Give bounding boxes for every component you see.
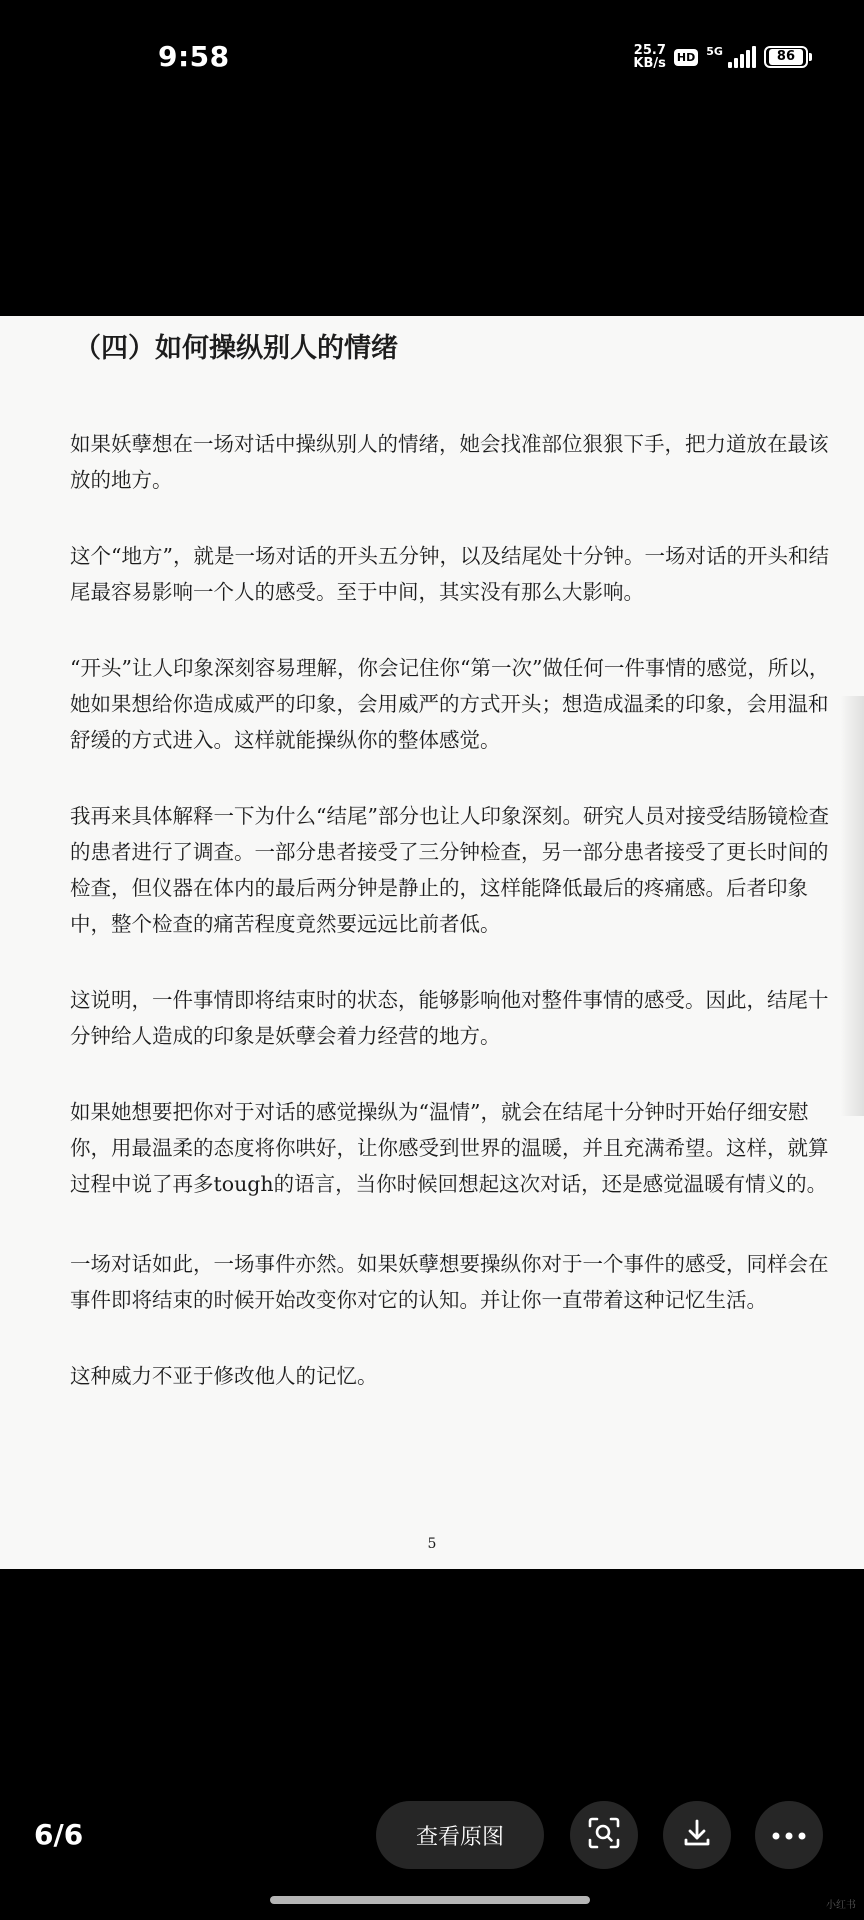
battery-level: 86 <box>769 49 803 65</box>
paragraph: 这说明，一件事情即将结束时的状态，能够影响他对整件事情的感受。因此，结尾十分钟给人造成的印象是妖孽会着力经营的地方。 <box>70 988 829 1048</box>
more-button[interactable] <box>755 1801 823 1869</box>
signal-icon <box>706 46 756 68</box>
more-icon <box>771 1826 807 1845</box>
network-speed-value: 25.7 <box>633 43 666 58</box>
battery-icon <box>764 46 812 68</box>
document-page <box>0 316 864 1569</box>
paragraph: 这个“地方”，就是一场对话的开头五分钟，以及结尾处十分钟。一场对话的开头和结尾最容易影响一个人的感受。至于中间，其实没有那么大影响。 <box>70 544 829 604</box>
hd-badge: HD <box>674 49 698 66</box>
watermark: 小红书 <box>826 1900 856 1911</box>
page-title: （四）如何操纵别人的情绪 <box>74 333 398 364</box>
page-counter: 6/6 <box>34 1818 84 1851</box>
status-time: 9:58 <box>158 40 230 73</box>
paragraph: “开头”让人印象深刻容易理解，你会记住你“第一次”做任何一件事情的感觉，所以，她如果想给你造成威严的印象，会用威严的方式开头；想造成温柔的印象，会用温和舒缓的方式进入。这样就能操纵你的整体感觉。 <box>70 656 830 752</box>
paragraph: 这种威力不亚于修改他人的记忆。 <box>70 1364 378 1388</box>
search-image-icon <box>586 1815 622 1855</box>
paragraph: 如果妖孽想在一场对话中操纵别人的情绪，她会找准部位狠狠下手，把力道放在最该放的地方。 <box>70 432 829 492</box>
home-indicator[interactable] <box>270 1896 590 1904</box>
network-type: 5G <box>706 45 723 58</box>
paragraph: 一场对话如此，一场事件亦然。如果妖孽想要操纵你对于一个事件的感受，同样会在事件即将结束的时候开始改变你对它的认知。并让你一直带着这种记忆生活。 <box>70 1252 829 1312</box>
paragraph: 如果她想要把你对于对话的感觉操纵为“温情”，就会在结尾十分钟时开始仔细安慰你，用最温柔的态度将你哄好，让你感受到世界的温暖，并且充满希望。这样，就算过程中说了再多tough的语言，当你时候回想起这次对话，还是感觉温暖有情义的。 <box>70 1100 829 1196</box>
image-search-button[interactable] <box>570 1801 638 1869</box>
page-number: 5 <box>427 1536 437 1552</box>
view-original-button[interactable] <box>376 1801 544 1869</box>
status-icons <box>633 44 812 70</box>
network-speed <box>633 44 665 70</box>
paragraph: 我再来具体解释一下为什么“结尾”部分也让人印象深刻。研究人员对接受结肠镜检查的患者进行了调查。一部分患者接受了三分钟检查，另一部分患者接受了更长时间的检查，但仪器在体内的最后两分钟是静止的，这样能降低最后的疼痛感。后者印象中，整个检查的痛苦程度竟然要远远比前者低。 <box>70 804 829 936</box>
view-original-label: 查看原图 <box>415 1824 504 1850</box>
download-button[interactable] <box>663 1801 731 1869</box>
network-speed-unit: KB/s <box>633 56 666 71</box>
download-icon <box>680 1816 714 1854</box>
